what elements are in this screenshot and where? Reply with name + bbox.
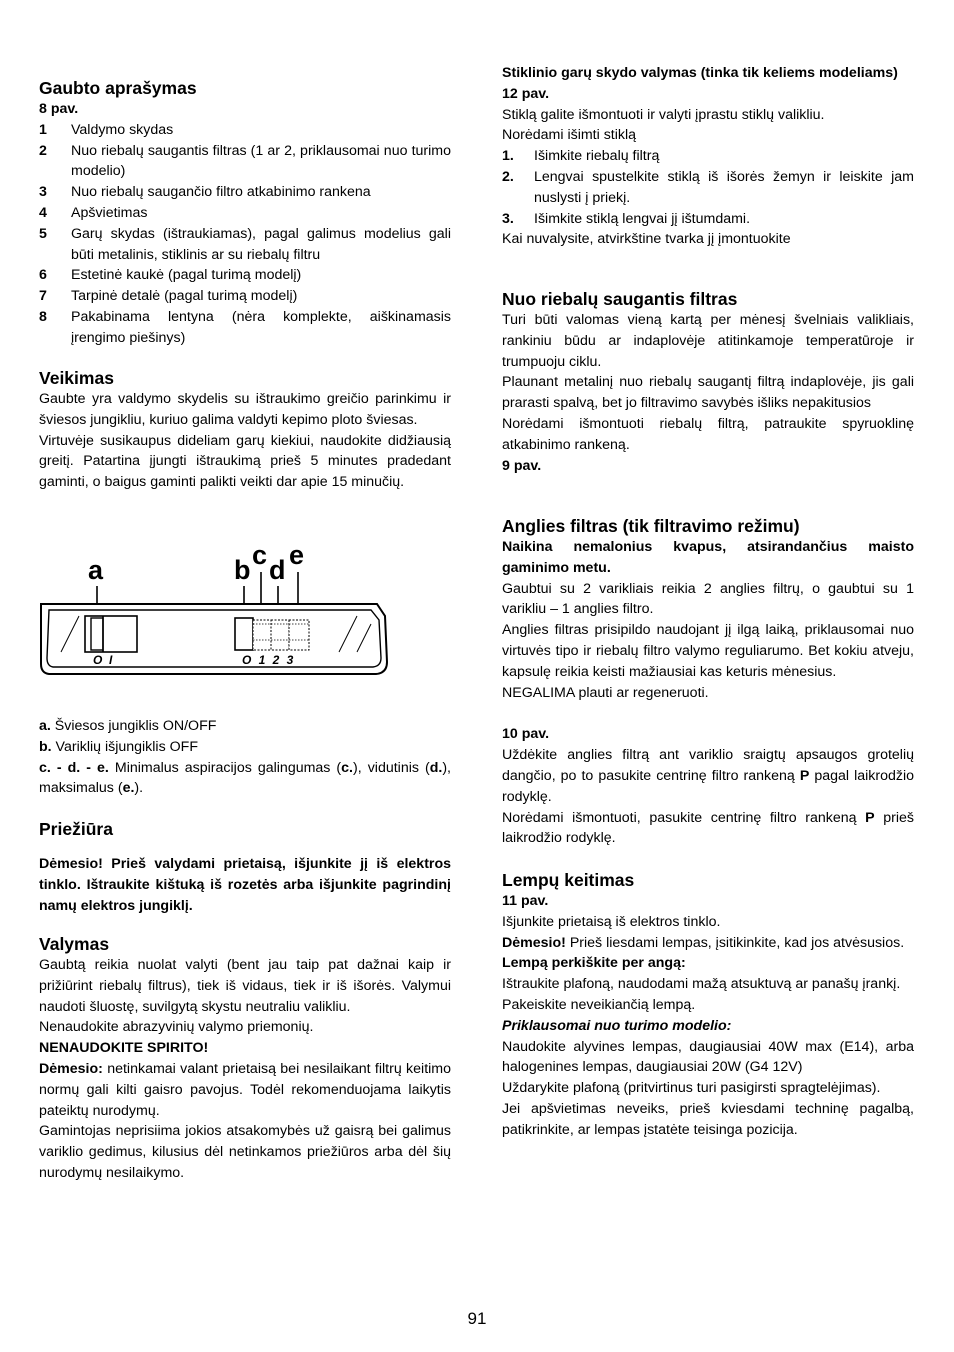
list-item: 1. Išimkite riebalų filtrą	[502, 148, 660, 165]
label-c: c	[252, 540, 268, 570]
paragraph: Gamintojas neprisiima jokios atsakomybės už gaisrą bei galimus variklio gedimus, kilusius dėl netinkamos priežiūros arba dėl šių nurodymų nesilaikymo.	[39, 1123, 451, 1181]
paragraph: Išjunkite prietaisą iš elektros tinklo.	[502, 913, 721, 930]
list-item: 2 Nuo riebalų saugantis filtras (1 ar 2, priklausomai nuo turimo modelio)	[39, 142, 451, 180]
paragraph: Ištraukite plafoną, naudodami mažą atsuktuvą ar panašų įrankį.	[502, 976, 901, 993]
paragraph: Gaubtui su 2 varikliais reikia 2 anglies filtrų, o gaubtui su 1 varikliu – 1 anglies filtro.	[502, 580, 914, 618]
section-gaubto	[39, 77, 451, 349]
page-number: 91	[467, 1309, 487, 1328]
left-switch-marks: O I	[93, 653, 113, 667]
paragraph: Virtuvėje susikaupus dideliam garų kiekiui, naudokite didžiausią greitį. Patartina įjungti ištraukimą prieš 5 minutes pradedant gaminti, o baigus gaminti palikti veikti dar apie 15 minučių.	[39, 432, 451, 491]
fig-label-8: 8 pav.	[39, 101, 79, 117]
control-panel-diagram	[39, 540, 451, 680]
heading-stiklinio: Stiklinio garų skydo valymas (tinka tik keliems modeliams)	[502, 65, 898, 81]
paragraph: Gaubte yra valdymo skydelis su ištraukimo greičio parinkimu ir šviesos jungikliu, kuriuo galima valdyti kepimo ploto šviesas.	[39, 391, 451, 428]
heading-riebalu: Nuo riebalų saugantis filtras	[502, 289, 738, 309]
paragraph: Uždėkite anglies filtrą ant variklio sraigtų apsaugos grotelių dangčio, po to pasukite centrinę filtro rankeną P pagal laikrodžio rodyklę.	[502, 747, 915, 805]
label-a: a	[88, 555, 104, 585]
heading-lempu: Lempų keitimas	[502, 870, 635, 890]
paragraph: Nenaudokite abrazyvinių valymo priemonių.	[39, 1019, 314, 1036]
subheading-italic: Priklausomai nuo turimo modelio:	[502, 1017, 732, 1034]
paragraph: Dėmesio: netinkamai valant prietaisą bei nesilaikant filtrų keitimo normų gali kilti gaisro pavojus. Todėl rekomenduojama laikytis pateiktų nurodymų.	[39, 1060, 451, 1119]
fig-label-12: 12 pav.	[502, 85, 550, 102]
paragraph: Norėdami išmontuoti riebalų filtrą, patraukite spyruoklinę atkabinimo rankeną.	[502, 415, 914, 453]
section-lempu	[502, 869, 914, 1141]
legend-a: a. Šviesos jungiklis ON/OFF	[39, 718, 217, 734]
heading-veikimas: Veikimas	[39, 368, 114, 388]
paragraph-bold: NENAUDOKITE SPIRITO!	[39, 1040, 209, 1057]
paragraph: Naudokite alyvines lempas, daugiausiai 40W max (E14), arba halogenines lempas, daugiausiai 20W (G4 12V)	[502, 1038, 914, 1076]
list-item: 4 Apšvietimas	[39, 204, 148, 221]
legend-b: b. Variklių išjungiklis OFF	[39, 738, 198, 755]
warning-text: Dėmesio! Prieš valydami prietaisą, išjunkite jį iš elektros tinklo. Ištraukite kištuką iš rozetės arba išjunkite pagrindinį namų elektros jungiklį.	[39, 856, 451, 914]
section-valymas	[39, 933, 451, 1184]
paragraph: Gaubtą reikia nuolat valyti (bent jau taip pat dažnai kaip ir prižiūrint riebalų filtrus), tiek iš vidaus, tiek ir iš išorės. Valymui naudoti šluostę, suvilgytą skystu neutraliu valikliu.	[39, 957, 451, 1015]
section-stiklinio	[502, 63, 914, 250]
list-item: 1 Valdymo skydas	[39, 121, 174, 138]
paragraph: Jei apšvietimas neveiks, prieš kviesdami techninę pagalbą, patikrinkite, ar lempas įstatėte teisinga pozicija.	[502, 1100, 914, 1138]
section-anglies	[502, 515, 914, 849]
legend	[39, 716, 451, 799]
paragraph: Stiklą galite išmontuoti ir valyti įprastu stiklų valikliu.	[502, 106, 825, 123]
list-item: 7 Tarpinė detalė (pagal turimą modelį)	[39, 288, 298, 305]
paragraph: NEGALIMA plauti ar regeneruoti.	[502, 684, 709, 701]
list-item: 8 Pakabinama lentyna (nėra komplekte, aiškinamasis įrengimo piešinys)	[39, 308, 451, 346]
fig-label-10: 10 pav.	[502, 726, 550, 743]
paragraph: Kai nuvalysite, atvirkštine tvarka jį įmontuokite	[502, 231, 791, 248]
heading-valymas: Valymas	[39, 934, 110, 954]
paragraph: Norėdami išimti stiklą	[502, 127, 637, 144]
heading-anglies: Anglies filtras (tik filtravimo režimu)	[502, 516, 800, 536]
fig-label-9: 9 pav.	[502, 457, 542, 474]
list-item: 3. Išimkite stiklą lengvai jį ištumdami.	[502, 210, 751, 227]
lead-text: Naikina nemalonius kvapus, atsirandančius maisto gaminimo metu.	[502, 539, 914, 576]
fig-label-11: 11 pav.	[502, 893, 549, 909]
list-item: 3 Nuo riebalų saugančio filtro atkabinimo rankena	[39, 184, 371, 201]
section-riebalu	[502, 288, 914, 476]
label-e: e	[289, 540, 305, 570]
list-item: 5 Garų skydas (ištraukiamas), pagal galimus modelius gali būti metalinis, stiklinis ar su riebalų filtru	[39, 225, 451, 263]
list-item: 6 Estetinė kaukė (pagal turimą modelį)	[39, 267, 302, 284]
label-d: d	[269, 555, 286, 585]
paragraph: Pakeiskite neveikiančią lempą.	[502, 996, 696, 1013]
legend-cde: c. - d. - e. Minimalus aspiracijos galingumas (c.), vidutinis (d.), maksimalus (e.).	[39, 759, 451, 797]
paragraph: Anglies filtras prisipildo naudojant jį ilgą laiką, priklausomai nuo virtuvės tipo ir riebalų filtro valymo reguliarumo. Bet kokiu atveju, kapsulę reikia keisti mažiausiai kas keturis mėnesius.	[502, 622, 914, 680]
paragraph: Uždarykite plafoną (pritvirtinus turi pasigirsti spragtelėjimas).	[502, 1080, 881, 1097]
heading-gaubto: Gaubto aprašymas	[39, 78, 197, 98]
paragraph: Norėdami išmontuoti, pasukite centrinę filtro rankeną P prieš laikrodžio rodyklę.	[502, 809, 914, 847]
list-item: 2. Lengvai spustelkite stiklą iš išorės žemyn ir leiskite jam nuslysti į priekį.	[502, 168, 914, 206]
speed-switch-marks: O 1 2 3	[242, 653, 296, 667]
paragraph: Plaunant metalinį nuo riebalų saugantį filtrą indaplovėje, jis gali prarasti spalvą, bet jo filtravimo savybės išliks nepakitusios	[502, 374, 914, 412]
subheading: Lempą perkiškite per angą:	[502, 955, 686, 972]
section-prieziura	[39, 818, 451, 916]
heading-prieziura: Priežiūra	[39, 819, 113, 839]
label-b: b	[234, 555, 251, 585]
section-veikimas	[39, 367, 451, 493]
paragraph: Dėmesio! Prieš liesdami lempas, įsitikinkite, kad jos atvėsusios.	[502, 934, 905, 951]
paragraph: Turi būti valomas vieną kartą per mėnesį švelniais valikliais, rankiniu būdu ar indaplovėje atitinkamoje temperatūroje ir trumpuoju ciklu.	[502, 312, 914, 370]
